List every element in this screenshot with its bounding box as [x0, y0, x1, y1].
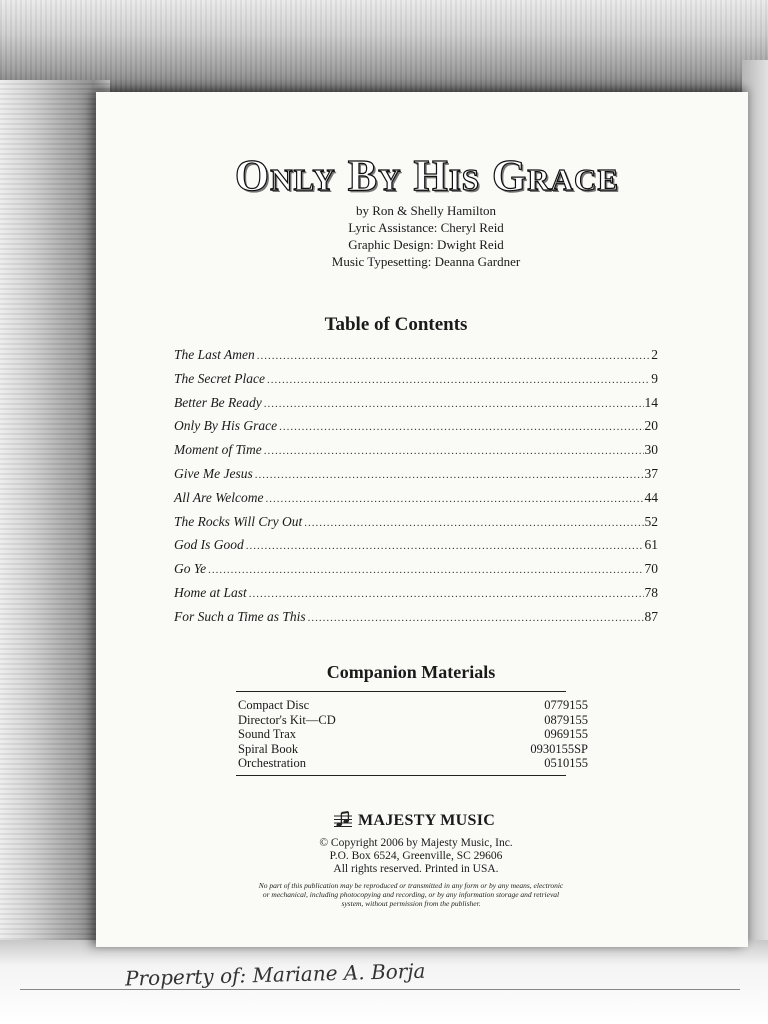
companion-item-code: 0969155 — [544, 727, 588, 742]
toc-entry-title: Only By His Grace — [174, 418, 278, 434]
toc-entry — [174, 514, 658, 538]
toc-leader — [265, 493, 643, 505]
book-title: Only By His Grace — [234, 151, 620, 200]
toc-entry — [174, 442, 658, 466]
toc-entry-page: 44 — [644, 489, 658, 505]
toc-entry-page: 37 — [644, 465, 658, 481]
rights-line: All rights reserved. Printed in USA. — [333, 863, 499, 875]
credit-lyric: Lyric Assistance: Cheryl Reid — [348, 220, 504, 235]
toc-leader — [304, 517, 643, 529]
legal-fineprint: No part of this publication may be reproduced or transmitted in any form or by any means, electronic or mechanical, including photocopying and recording, or by any information storage and retrieval system, without permission from the publisher. — [258, 881, 564, 908]
toc-entry-title: The Rocks Will Cry Out — [174, 513, 303, 529]
toc-list — [174, 347, 658, 633]
publisher-logo-text: MAJESTY MUSIC — [358, 812, 496, 829]
toc-entry-page: 78 — [644, 584, 658, 600]
toc-entry-page: 61 — [644, 537, 658, 553]
companion-item — [238, 756, 588, 771]
toc-entry — [174, 466, 658, 490]
publisher-address: P.O. Box 6524, Greenville, SC 29606 — [329, 850, 503, 862]
companion-item-name: Spiral Book — [238, 741, 299, 756]
copyright-block — [246, 837, 586, 876]
toc-leader — [257, 350, 650, 362]
toc-leader — [246, 540, 644, 552]
toc-entry-page: 70 — [644, 561, 658, 577]
companion-item — [238, 713, 588, 728]
toc-entry-title: Moment of Time — [174, 442, 262, 458]
toc-leader — [249, 588, 644, 600]
toc-entry-page: 52 — [644, 513, 658, 529]
toc-leader — [279, 421, 643, 433]
toc-entry-title: For Such a Time as This — [174, 608, 306, 624]
copyright-line: © Copyright 2006 by Majesty Music, Inc. — [319, 837, 513, 849]
toc-entry-title: Go Ye — [174, 561, 207, 577]
toc-entry — [174, 585, 658, 609]
toc-leader — [267, 374, 650, 386]
companion-heading: Companion Materials — [326, 662, 496, 682]
toc-entry — [174, 490, 658, 514]
companion-item-name: Orchestration — [238, 756, 307, 771]
toc-leader — [308, 612, 644, 624]
scan-top-border — [0, 0, 768, 95]
companion-rule-bottom — [236, 775, 566, 776]
toc-entry-title: God Is Good — [174, 537, 244, 553]
toc-entry-title: Give Me Jesus — [174, 465, 253, 481]
toc-entry-title: All Are Welcome — [174, 489, 264, 505]
toc-entry-title: Better Be Ready — [174, 394, 262, 410]
toc-entry — [174, 347, 658, 371]
toc-entry-page: 87 — [644, 608, 658, 624]
toc-entry-title: The Last Amen — [174, 347, 255, 362]
credit-graphic: Graphic Design: Dwight Reid — [348, 237, 504, 252]
companion-item — [238, 698, 588, 713]
companion-item-name: Director's Kit—CD — [238, 712, 336, 727]
toc-heading: Table of Contents — [324, 314, 468, 335]
toc-entry — [174, 537, 658, 561]
companion-item — [238, 727, 588, 742]
toc-leader — [208, 564, 643, 576]
companion-item-code: 0779155 — [544, 698, 588, 712]
companion-rule-top — [236, 691, 566, 692]
credit-authors: by Ron & Shelly Hamilton — [355, 203, 497, 218]
publisher-logo — [333, 810, 495, 832]
toc-entry-page: 20 — [644, 418, 658, 434]
toc-entry-title: Home at Last — [174, 584, 247, 600]
document-page — [96, 92, 748, 947]
toc-entry — [174, 561, 658, 585]
toc-entry-page: 30 — [644, 442, 658, 458]
companion-item-name: Sound Trax — [238, 727, 297, 742]
companion-item-name: Compact Disc — [238, 698, 310, 712]
toc-entry — [174, 371, 658, 395]
toc-entry-title: The Secret Place — [174, 370, 265, 386]
toc-entry — [174, 609, 658, 633]
handwritten-owner-note: Property of: Mariane A. Borja — [124, 958, 426, 991]
toc-leader — [264, 445, 644, 457]
toc-entry-page: 14 — [644, 394, 658, 410]
companion-item-code: 0879155 — [544, 712, 588, 727]
toc-entry-page: 9 — [651, 370, 658, 386]
toc-leader — [255, 469, 644, 481]
scan-left-border — [0, 80, 110, 960]
toc-entry — [174, 395, 658, 419]
companion-item — [238, 742, 588, 757]
companion-item-code: 0510155 — [544, 756, 588, 771]
companion-item-code: 0930155SP — [530, 741, 588, 756]
toc-leader — [264, 398, 644, 410]
companion-list — [238, 698, 588, 771]
credit-typesetting: Music Typesetting: Deanna Gardner — [331, 254, 521, 269]
toc-entry — [174, 418, 658, 442]
toc-entry-page: 2 — [651, 347, 658, 362]
music-staff-icon — [333, 811, 353, 831]
credits — [296, 202, 556, 270]
